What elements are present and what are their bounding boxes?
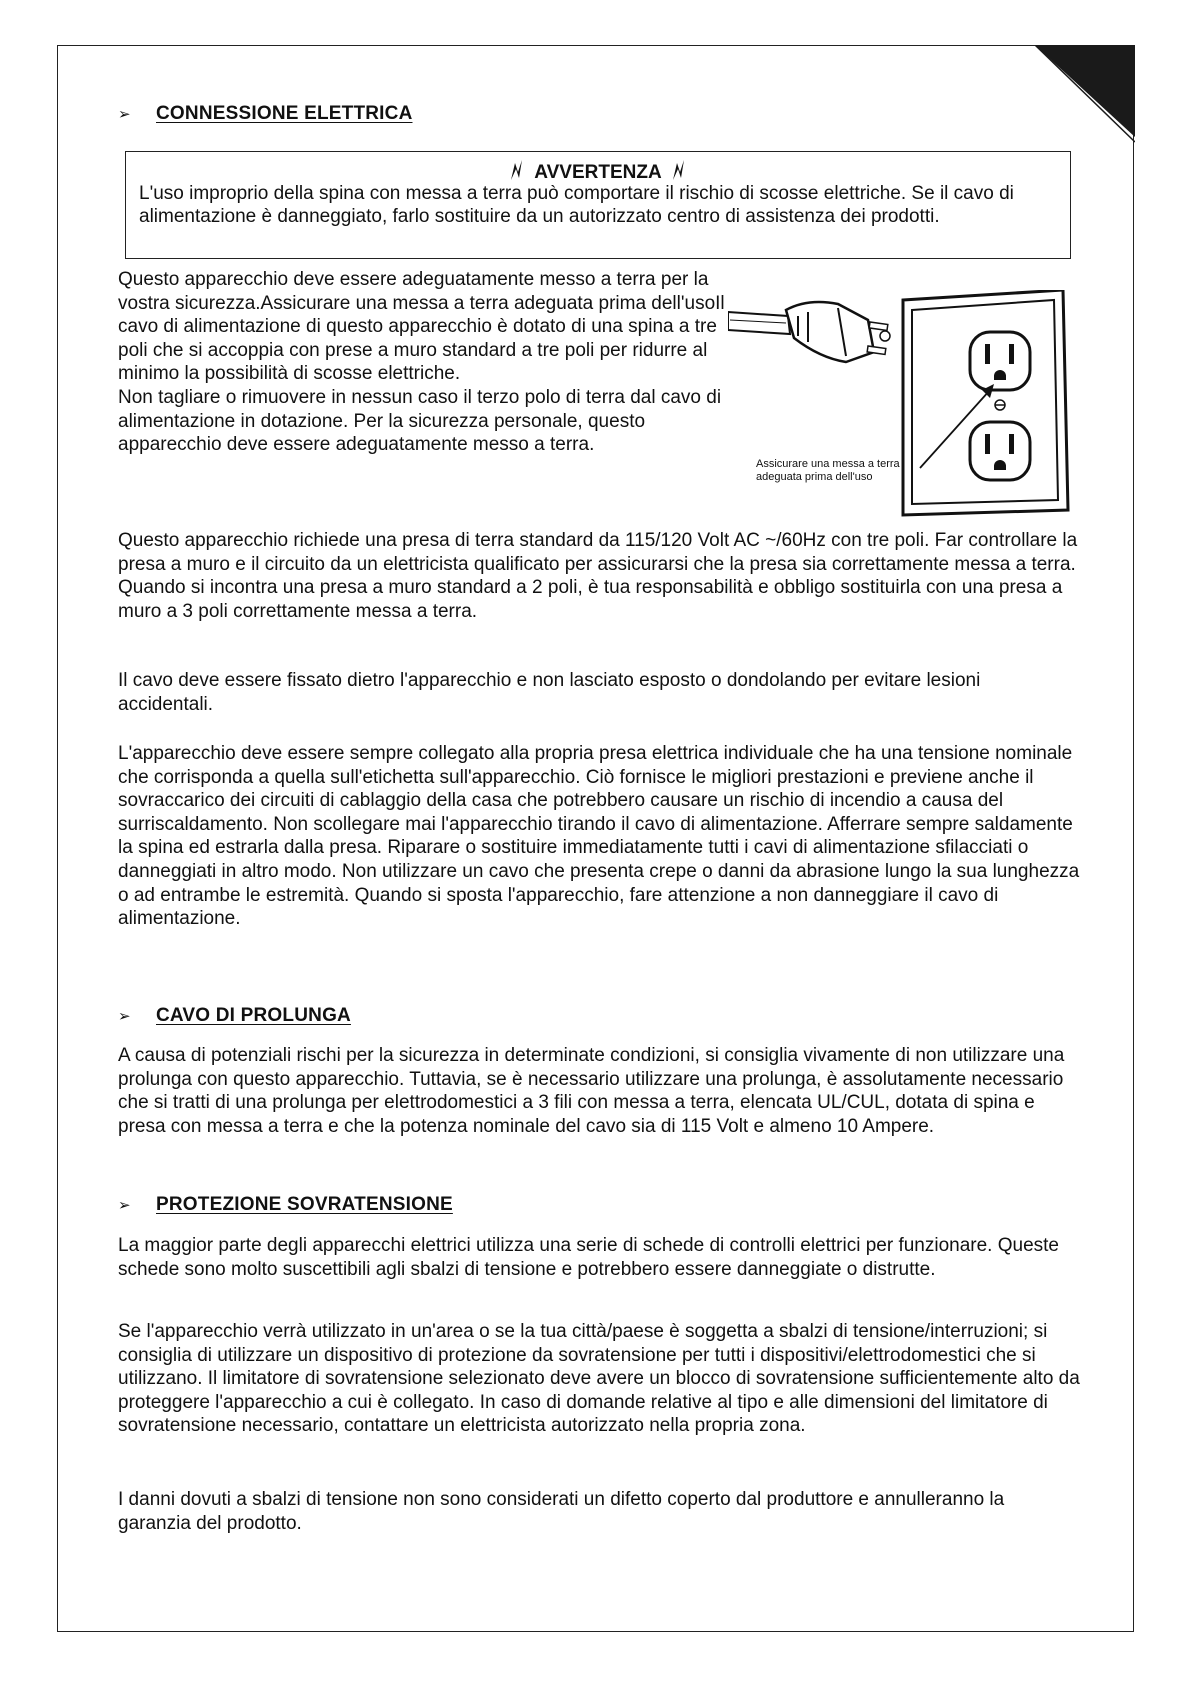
corner-tab	[1035, 45, 1135, 145]
grounding-text	[118, 268, 728, 457]
grounded-plug-illustration	[728, 290, 1070, 524]
heading-text: CAVO DI PROLUNGA	[156, 1005, 351, 1026]
paragraph-outlet: Questo apparecchio richiede una presa di terra standard da 115/120 Volt AC ~/60Hz con tre poli. Far controllare la presa a muro e il circuito da un elettricista qualificato per assicurarsi che la presa sia correttamente messa a terra. Quando si incontra una presa a muro standard a 2 poli, è tua responsabilità e obbligo sostituirla con una presa a muro a 3 poli correttamente messa a terra.	[118, 530, 1078, 622]
arrow-bullet-icon: ➢	[118, 1197, 131, 1214]
warning-box	[125, 151, 1071, 259]
paragraph-cord: Il cavo deve essere fissato dietro l'apparecchio e non lasciato esposto o dondolando per evitare lesioni accidentali.	[118, 670, 981, 715]
warning-text: L'uso improprio della spina con messa a terra può comportare il rischio di scosse elettriche. Se il cavo di alimentazione è danneggiato, farlo sostituire da un autorizzato centro di assistenza dei prodotti.	[139, 183, 1014, 227]
arrow-bullet-icon: ➢	[118, 106, 131, 123]
section-heading-connessione	[118, 103, 413, 125]
lightning-bolt-icon	[506, 160, 534, 183]
paragraph-surge-2: Se l'apparecchio verrà utilizzato in un'area o se la tua città/paese è soggetta a sbalzi di tensione/interruzioni; si consiglia di utilizzare un dispositivo di protezione da sovratensione per tutti i dispositivi/elettrodomestici che si utilizzano. Il limitatore di sovratensione selezionato deve avere un blocco di sovratensione sufficientemente alto da proteggere l'apparecchio a cui è collegato. In caso di domande relative al tipo e alle dimensioni del limitatore di sovratensione necessario, contattare un elettricista autorizzato nella propria zona.	[118, 1321, 1080, 1437]
figure-caption: Assicurare una messa a terra adeguata prima dell'uso	[756, 458, 900, 483]
heading-text: CONNESSIONE ELETTRICA	[156, 103, 413, 124]
grounding-paragraph-2: Non tagliare o rimuovere in nessun caso il terzo polo di terra dal cavo di alimentazione in dotazione. Per la sicurezza personale, questo apparecchio deve essere adeguatamente messo a terra.	[118, 386, 722, 456]
paragraph-extension-cord: A causa di potenziali rischi per la sicurezza in determinate condizioni, si consiglia vivamente di non utilizzare una prolunga con questo apparecchio. Tuttavia, se è necessario utilizzare una prolunga, è assolutamente necessario che si tratti di una prolunga per elettrodomestici a 3 fili con messa a terra, elencata UL/CUL, dotata di spina e presa con messa a terra e che la potenza nominale del cavo sia di 115 Volt e almeno 10 Ampere.	[118, 1045, 1065, 1137]
section-heading-sovratensione	[118, 1194, 453, 1216]
paragraph-surge-3: I danni dovuti a sbalzi di tensione non sono considerati un difetto coperto dal produttore e annulleranno la garanzia del prodotto.	[118, 1489, 1005, 1534]
lightning-bolt-icon	[662, 160, 690, 183]
paragraph-surge-1: La maggior parte degli apparecchi elettrici utilizza una serie di schede di controlli elettrici per funzionare. Queste schede sono molto suscettibili agli sbalzi di tensione e potrebbero essere danneggiate o distrutte.	[118, 1235, 1060, 1280]
arrow-bullet-icon: ➢	[118, 1008, 131, 1025]
paragraph-individual-outlet: L'apparecchio deve essere sempre collegato alla propria presa elettrica individuale che ha una tensione nominale che corrisponda a quella sull'etichetta sull'apparecchio. Ciò fornisce le migliori prestazioni e previene anche il sovraccarico dei circuiti di cablaggio della casa che potrebbero causare un rischio di incendio a causa del surriscaldamento. Non scollegare mai l'apparecchio tirando il cavo di alimentazione. Afferrare sempre saldamente la spina ed estrarla dalla presa. Riparare o sostituire immediatamente tutti i cavi di alimentazione sfilacciati o danneggiati in altro modo. Non utilizzare un cavo che presenta crepe o danni da abrasione lungo la sua lunghezza o ad entrambe le estremità. Quando si sposta l'apparecchio, fare attenzione a non danneggiare il cavo di alimentazione.	[118, 743, 1080, 930]
heading-text: PROTEZIONE SOVRATENSIONE	[156, 1194, 453, 1215]
grounding-paragraph-1: Questo apparecchio deve essere adeguatamente messo a terra per la vostra sicurezza.Assicurare una messa a terra adeguata prima dell'usoIl cavo di alimentazione di questo apparecchio è dotato di una spina a tre poli che si accoppia con prese a muro standard a tre poli per ridurre al minimo la possibilità di scosse elettriche.	[118, 269, 725, 385]
warning-title-text: AVVERTENZA	[534, 162, 662, 183]
warning-title	[126, 159, 1070, 184]
section-heading-prolunga	[118, 1005, 351, 1027]
